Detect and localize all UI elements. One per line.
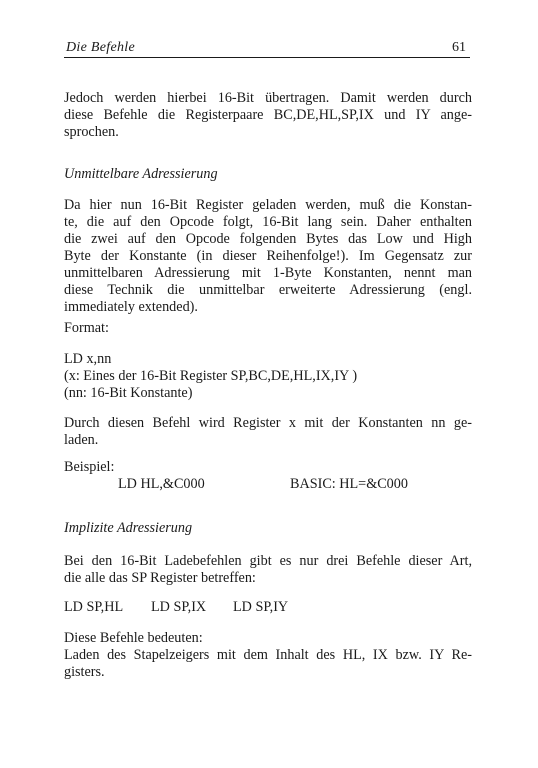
paragraph-immediate <box>64 197 472 316</box>
text-line: die alle das SP Register betreffen: <box>64 570 256 586</box>
text-line: unmittelbaren Adressierung mit 1-Byte Konstanten, nennt man <box>64 265 472 281</box>
paragraph-load <box>64 415 472 449</box>
page-header <box>64 39 470 58</box>
section-heading-implied: Implizite Adressierung <box>64 520 193 536</box>
meaning-label: Diese Befehle bedeuten: <box>64 630 203 646</box>
text-line: diese Befehle die Registerpaare BC,DE,HL,SP,IX und IY ange- <box>64 107 472 123</box>
example-code: LD HL,&C000 <box>118 476 205 492</box>
instruction-ld-sp-hl: LD SP,HL <box>64 599 124 615</box>
text-line: Da hier nun 16-Bit Register geladen werden, muß die Konstan- <box>64 197 472 213</box>
format-syntax: LD x,nn <box>64 351 112 367</box>
text-line: diese Technik die unmittelbar erweiterte Adressierung (engl. <box>64 282 472 298</box>
page-number: 61 <box>452 40 466 55</box>
text-line: Durch diesen Befehl wird Register x mit der Konstanten nn ge- <box>64 415 472 431</box>
text-line: gisters. <box>64 664 105 680</box>
paragraph-meaning <box>64 647 472 681</box>
example-basic: BASIC: HL=&C000 <box>290 476 408 492</box>
text-line: Laden des Stapelzeigers mit dem Inhalt des HL, IX bzw. IY Re- <box>64 647 472 663</box>
text-line: te, die auf den Opcode folgt, 16-Bit lang sein. Daher enthalten <box>64 214 472 230</box>
format-block <box>64 351 472 402</box>
text-line: Bei den 16-Bit Ladebefehlen gibt es nur drei Befehle dieser Art, <box>64 553 472 569</box>
format-note: (nn: 16-Bit Konstante) <box>64 385 193 401</box>
format-label: Format: <box>64 320 109 336</box>
section-heading-immediate: Unmittelbare Adressierung <box>64 166 218 182</box>
text-line: sprochen. <box>64 124 119 140</box>
instruction-ld-sp-iy: LD SP,IY <box>233 599 289 615</box>
format-note: (x: Eines der 16-Bit Register SP,BC,DE,HL,IX,IY ) <box>64 368 358 384</box>
text-line: immediately extended). <box>64 299 198 315</box>
text-line: die zwei auf den Opcode folgenden Bytes das Low und High <box>64 231 472 247</box>
text-line: Byte der Konstante (in dieser Reihenfolge!). Im Gegensatz zur <box>64 248 472 264</box>
text-line: Jedoch werden hierbei 16-Bit übertragen. Damit werden durch <box>64 90 472 106</box>
paragraph-implied <box>64 553 472 587</box>
running-title: Die Befehle <box>66 40 135 55</box>
paragraph-intro <box>64 90 472 141</box>
text-line: laden. <box>64 432 99 448</box>
instruction-ld-sp-ix: LD SP,IX <box>151 599 207 615</box>
example-label: Beispiel: <box>64 459 115 475</box>
